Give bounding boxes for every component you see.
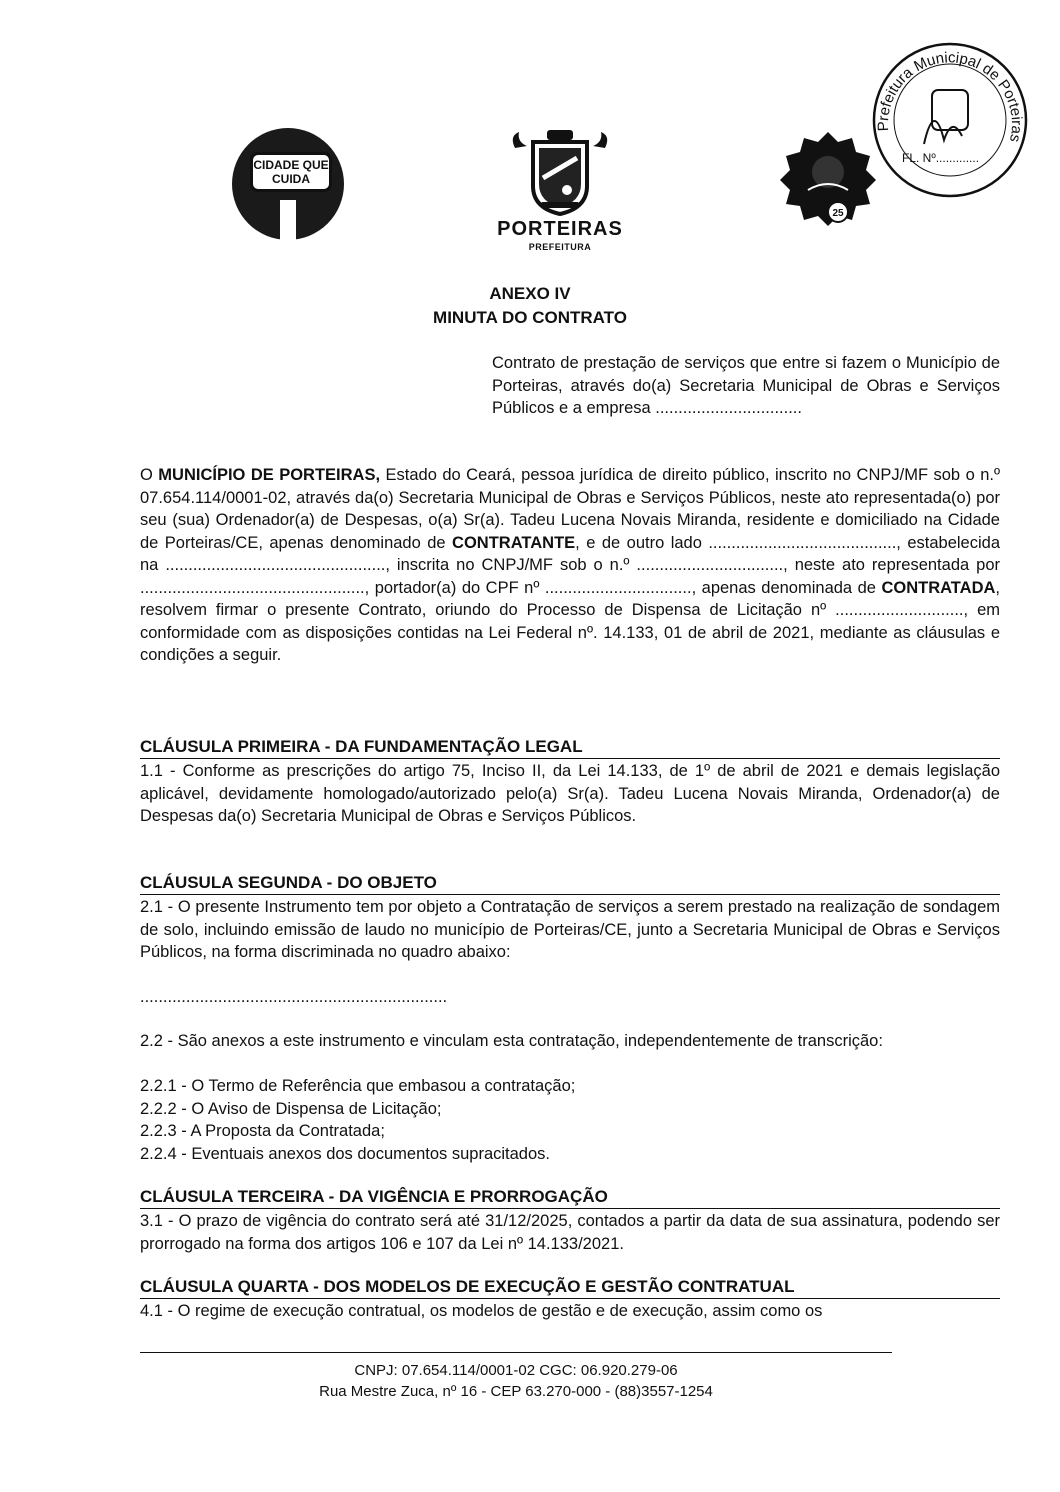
clause-2-rule <box>140 894 1000 895</box>
seal-folio: FL. Nº............. <box>902 151 980 165</box>
clause-2-1: 2.1 - O presente Instrumento tem por objeto a Contratação de serviços a serem prestado na realização de sondagem de solo, incluindo emissão de laudo no município de Porteiras/CE, junto a Secretaria Municipal de Obras e Serviços Públicos, na forma discriminada no quadro abaixo: <box>140 898 1000 961</box>
logo-left-text: CIDADE QUE CUIDA <box>250 152 332 192</box>
footer-cnpj: CNPJ: 07.654.114/0001-02 CGC: 06.920.279-06 <box>354 1362 678 1379</box>
brand-name: PORTEIRAS <box>497 218 623 240</box>
clause-1-rule <box>140 758 1000 759</box>
annex-title: ANEXO IV <box>489 284 571 303</box>
contratada-term: CONTRATADA <box>881 578 996 597</box>
clause-3-1: 3.1 - O prazo de vigência do contrato será até 31/12/2025, contados a partir da data de sua assinatura, podendo ser prorrogado na forma dos artigos 106 e 107 da Lei nº 14.133/2021. <box>140 1212 1000 1253</box>
clause-1-1: 1.1 - Conforme as prescrições do artigo 75, Inciso II, da Lei 14.133, de 1º de abril de 2021 e demais legislação aplicável, devidamente homologado/autorizado pelo(a) Sr(a). Tadeu Lucena Novais Miranda, Ordenador(a) de Despesas da(o) Secretaria Municipal de Obras e Serviços Públicos. <box>140 762 1000 825</box>
municipal-stamp-seal-icon <box>870 40 1030 200</box>
clause-2-title: CLÁUSULA SEGUNDA - DO OBJETO <box>140 872 1000 895</box>
clause-2-2-3: 2.2.3 - A Proposta da Contratada; <box>140 1122 385 1140</box>
clause-2-2-2: 2.2.2 - O Aviso de Dispensa de Licitação; <box>140 1100 442 1118</box>
object-placeholder-dots: ................................................................... <box>140 988 448 1006</box>
footer-rule <box>140 1352 892 1353</box>
clause-3-rule <box>140 1208 1000 1209</box>
cidade-que-cuida-logo <box>232 128 344 240</box>
clause-2-2-1: 2.2.1 - O Termo de Referência que embasou a contratação; <box>140 1077 576 1095</box>
clause-2-2: 2.2 - São anexos a este instrumento e vinculam esta contratação, independentemente de transcrição: <box>140 1032 883 1050</box>
seal-text: Prefeitura Municipal de Porteiras <box>874 49 1026 144</box>
municipio-name: MUNICÍPIO DE PORTEIRAS, <box>158 466 381 484</box>
clause-4-rule <box>140 1298 1000 1299</box>
brand-subtitle: PREFEITURA <box>528 242 592 252</box>
clause-1-title: CLÁUSULA PRIMEIRA - DA FUNDAMENTAÇÃO LEGAL <box>140 736 1000 759</box>
clause-2-2-4: 2.2.4 - Eventuais anexos dos documentos supracitados. <box>140 1145 550 1163</box>
clause-4-title: CLÁUSULA QUARTA - DOS MODELOS DE EXECUÇÃO E GESTÃO CONTRATUAL <box>140 1276 1000 1299</box>
clause-4-1: 4.1 - O regime de execução contratual, os modelos de gestão e de execução, assim como os <box>140 1302 823 1320</box>
clause-3-title: CLÁUSULA TERCEIRA - DA VIGÊNCIA E PRORROGAÇÃO <box>140 1186 1000 1209</box>
anniversary-25-logo-icon <box>778 128 878 228</box>
preamble-paragraph: O MUNICÍPIO DE PORTEIRAS, Estado do Ceará, pessoa jurídica de direito público, inscrito no CNPJ/MF sob o n.º 07.654.114/0001-02, através da(o) Secretaria Municipal de Obras e Serviços Públicos, neste ato representada(o) por seu (sua) Ordenador(a) de Despesas, o(a) Sr(a). Tadeu Lucena Novais Miranda, residente e domiciliado na Cidade de Porteiras/CE, apenas denominado de CONTRATANTE, e de outro lado ........................................., estabelecida na ................................................, inscrita no CNPJ/MF sob o n.º ................................, neste ato representada por ................................................., portador(a) do CPF nº ................................, apenas denominada de CONTRATADA, resolvem firmar o presente Contrato, oriundo do Processo de Dispensa de Licitação nº ............................, em conformidade com as disposições contidas na Lei Federal nº. 14.133, 01 de abril de 2021, mediante as cláusulas e condições a seguir. <box>140 466 1000 664</box>
porteiras-coat-of-arms-icon <box>505 128 615 216</box>
document-title: MINUTA DO CONTRATO <box>433 308 627 327</box>
logo-left-stem <box>280 200 296 240</box>
contratante-term: CONTRATANTE <box>452 533 576 552</box>
contract-summary: Contrato de prestação de serviços que entre si fazem o Município de Porteiras, através do(a) Secretaria Municipal de Obras e Serviços Públicos e a empresa ................................ <box>492 354 1000 417</box>
footer-address: Rua Mestre Zuca, nº 16 - CEP 63.270-000 - (88)3557-1254 <box>319 1383 713 1400</box>
logo-right-number: 25 <box>832 208 844 219</box>
